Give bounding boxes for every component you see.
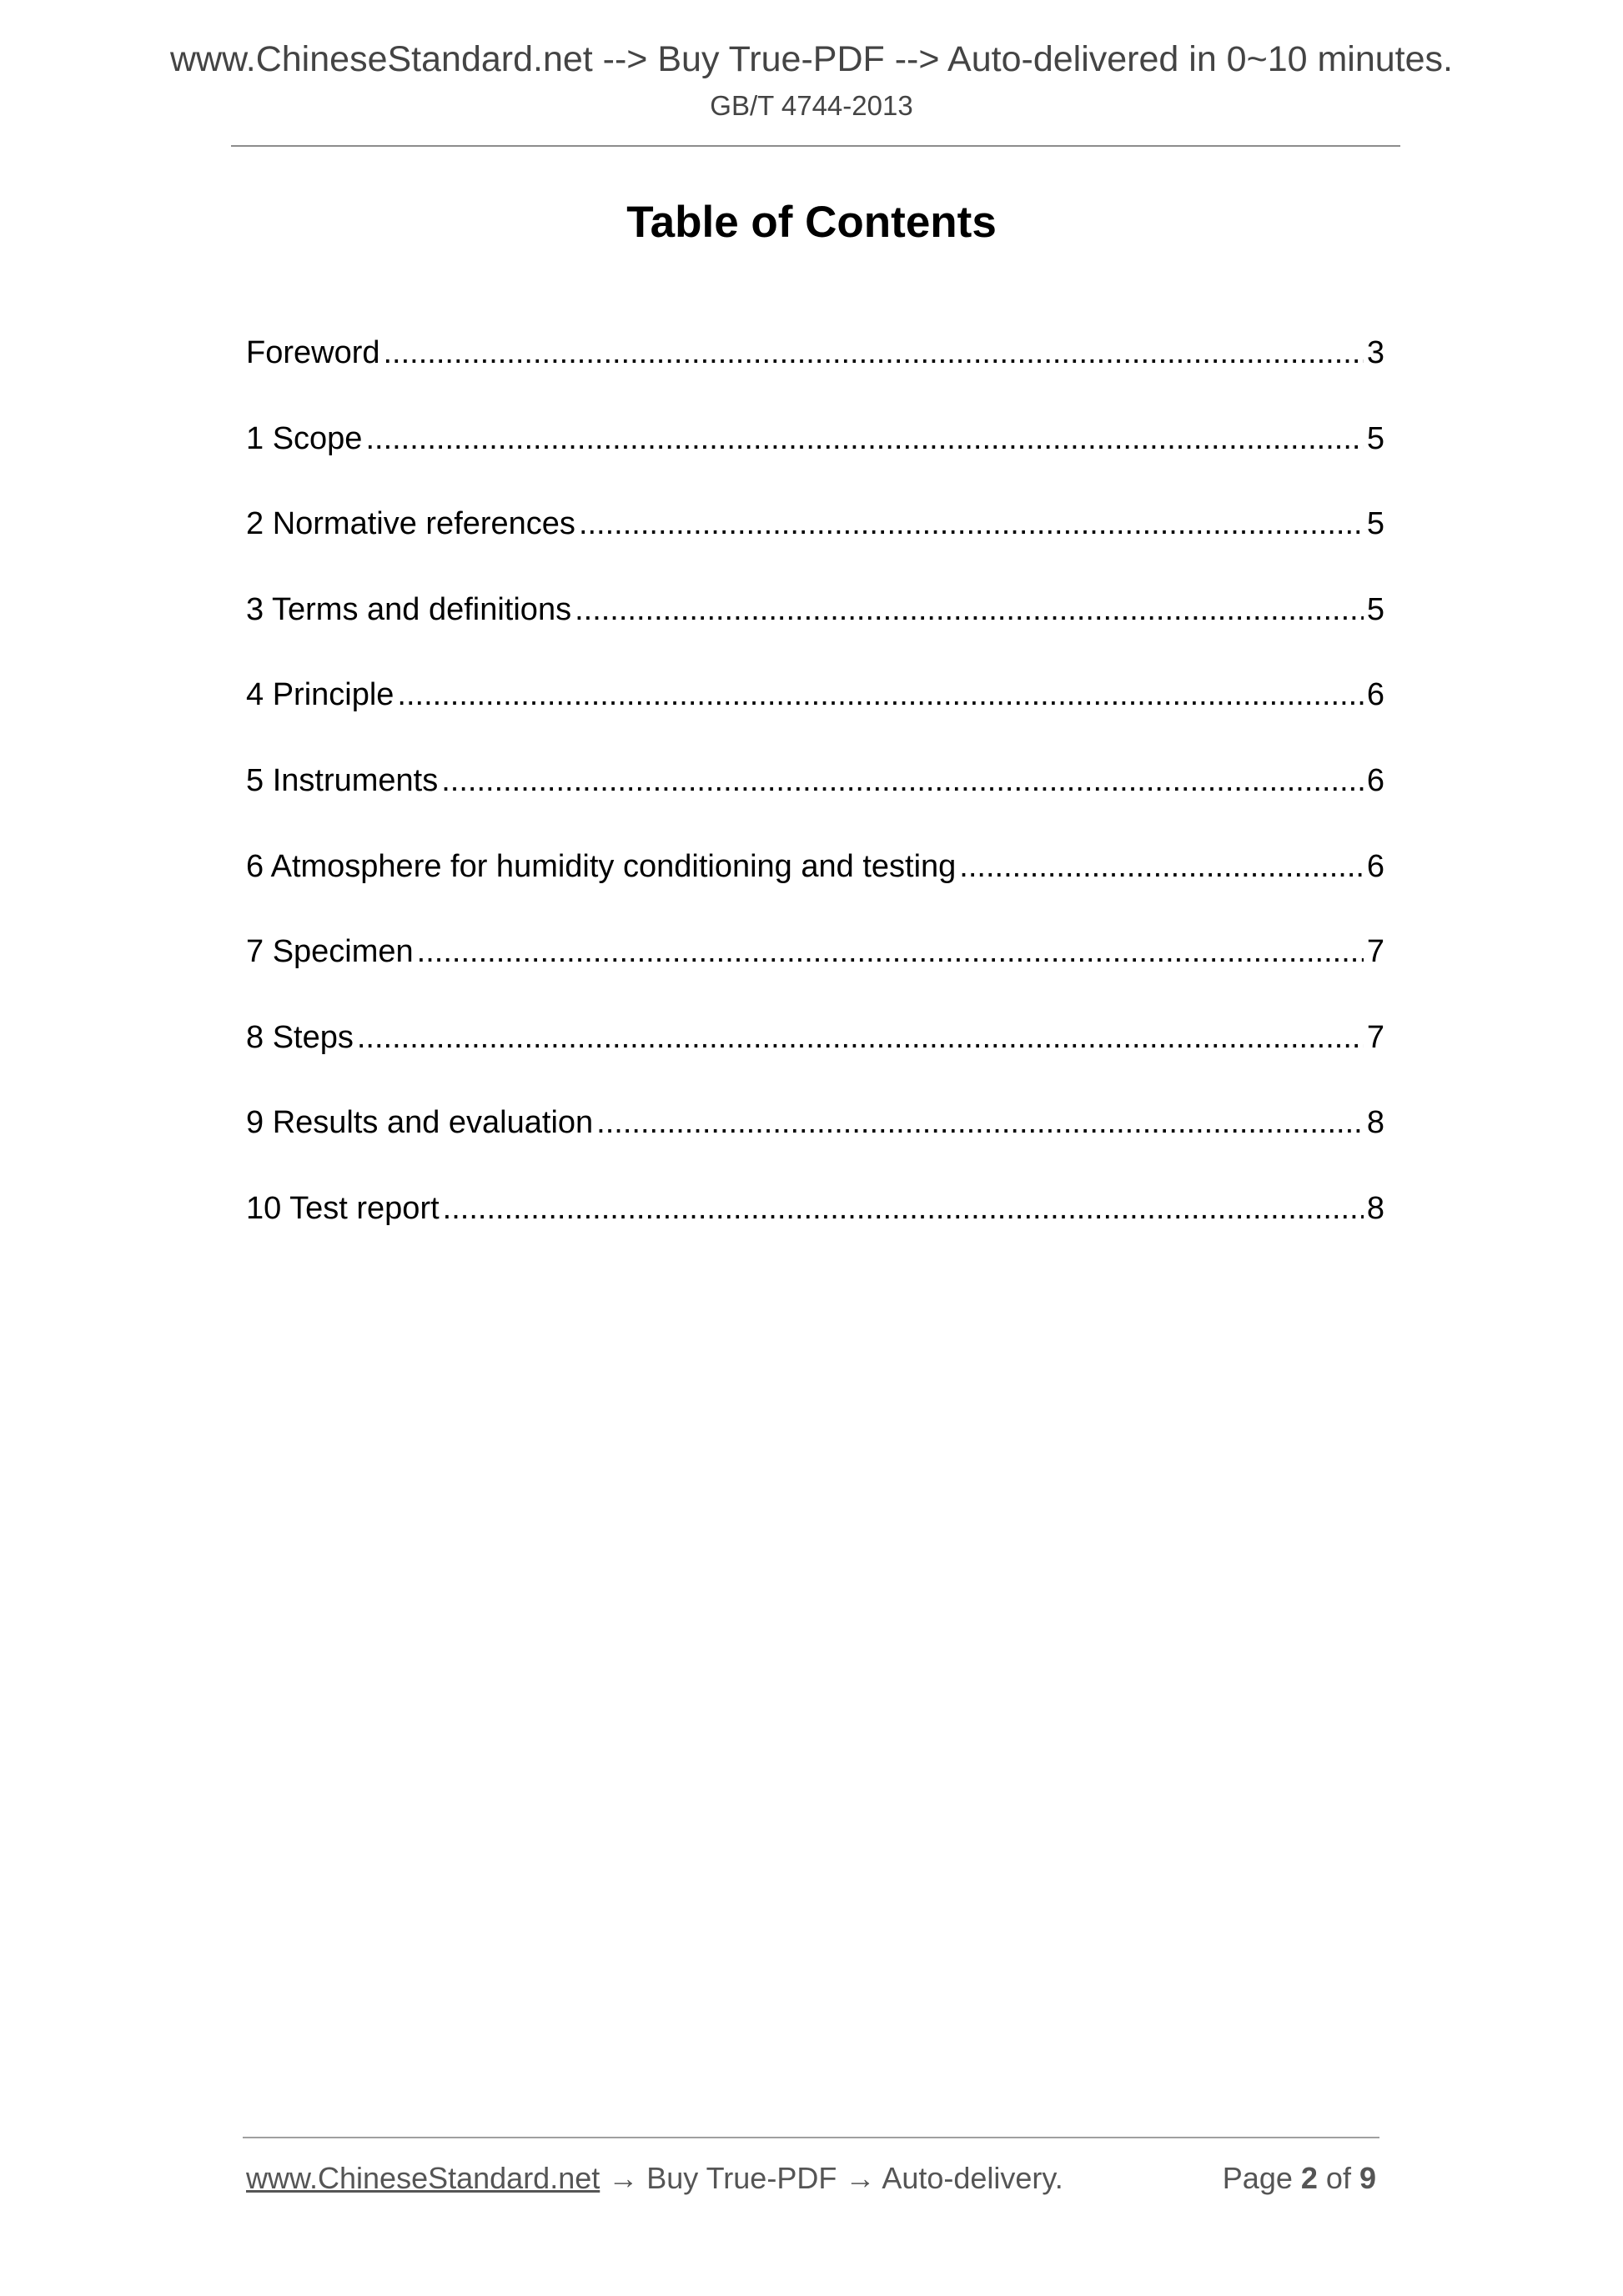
toc-item-label: 7 Specimen	[246, 934, 414, 970]
toc-item-page: 5	[1366, 591, 1384, 627]
toc-item-label: Foreword	[246, 335, 380, 370]
toc-leader-dots	[579, 503, 1364, 545]
page-indicator	[1084, 2160, 1376, 2196]
toc-item-page: 5	[1366, 506, 1384, 542]
toc-item-page: 7	[1366, 934, 1384, 970]
footer-tagline: → Buy True-PDF → Auto-delivery.	[600, 2161, 1063, 2195]
toc-item-terms-definitions[interactable]	[246, 589, 1384, 675]
toc-item-test-report[interactable]	[246, 1188, 1384, 1274]
toc-item-page: 8	[1366, 1190, 1384, 1226]
toc-leader-dots	[959, 846, 1364, 887]
of-word: of	[1325, 2161, 1351, 2195]
toc-item-normative-references[interactable]	[246, 503, 1384, 589]
footer-divider	[243, 2137, 1379, 2138]
toc-leader-dots	[357, 1017, 1364, 1058]
toc-item-results-evaluation[interactable]	[246, 1102, 1384, 1188]
toc-item-label: 3 Terms and definitions	[246, 591, 572, 627]
toc-list	[246, 332, 1384, 1274]
standard-code: GB/T 4744-2013	[710, 90, 913, 121]
toc-item-specimen[interactable]	[246, 931, 1384, 1017]
toc-item-label: 5 Instruments	[246, 762, 439, 798]
toc-item-atmosphere[interactable]	[246, 846, 1384, 932]
toc-item-label: 1 Scope	[246, 420, 363, 456]
toc-item-label: 2 Normative references	[246, 506, 575, 542]
toc-item-steps[interactable]	[246, 1017, 1384, 1103]
header-banner: www.ChineseStandard.net --> Buy True-PDF --> Auto-delivered in 0~10 minutes.	[169, 39, 1453, 79]
toc-item-label: 10 Test report	[246, 1190, 440, 1226]
toc-title: Table of Contents	[626, 198, 997, 247]
toc-item-label: 8 Steps	[246, 1019, 354, 1055]
toc-leader-dots	[397, 674, 1363, 716]
toc-leader-dots	[365, 418, 1363, 460]
toc-item-page: 3	[1366, 335, 1384, 370]
toc-item-label: 6 Atmosphere for humidity conditioning and testing	[246, 848, 957, 884]
toc-item-principle[interactable]	[246, 674, 1384, 760]
toc-item-scope[interactable]	[246, 418, 1384, 504]
toc-item-page: 6	[1366, 677, 1384, 713]
footer-promo	[246, 2160, 1063, 2196]
toc-item-foreword[interactable]	[246, 332, 1384, 418]
toc-leader-dots	[596, 1102, 1364, 1143]
toc-item-label: 4 Principle	[246, 677, 394, 713]
total-pages-number: 9	[1359, 2161, 1376, 2195]
toc-leader-dots	[384, 332, 1364, 374]
header-divider	[231, 145, 1400, 147]
toc-leader-dots	[443, 1188, 1364, 1229]
toc-item-page: 8	[1366, 1105, 1384, 1141]
toc-item-instruments[interactable]	[246, 760, 1384, 846]
toc-item-page: 6	[1366, 848, 1384, 884]
current-page-number: 2	[1300, 2161, 1318, 2195]
toc-leader-dots	[417, 931, 1364, 972]
footer-website-link[interactable]: www.ChineseStandard.net	[246, 2161, 600, 2195]
toc-item-page: 6	[1366, 762, 1384, 798]
toc-item-page: 7	[1366, 1019, 1384, 1055]
toc-leader-dots	[441, 760, 1364, 801]
toc-item-page: 5	[1366, 420, 1384, 456]
toc-item-label: 9 Results and evaluation	[246, 1105, 594, 1141]
page-word: Page	[1222, 2161, 1293, 2195]
toc-leader-dots	[575, 589, 1364, 631]
